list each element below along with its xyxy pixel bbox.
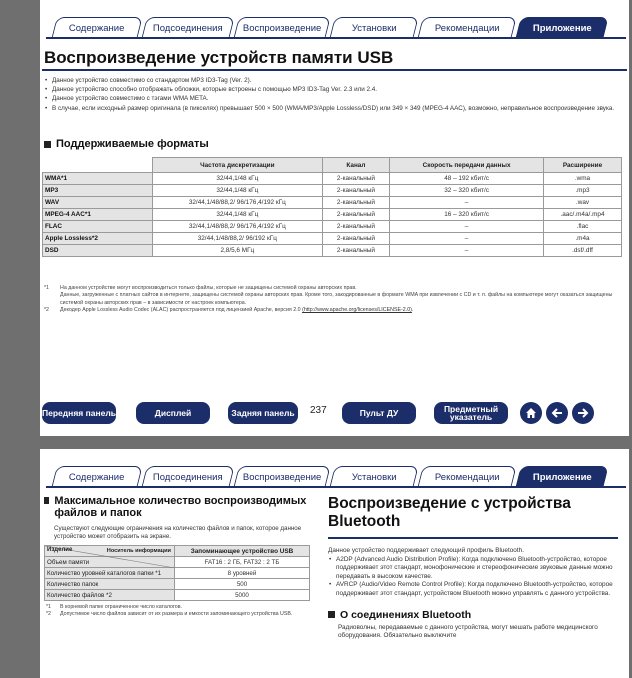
home-icon[interactable] — [520, 402, 542, 424]
channel-cell: 2-канальный — [322, 185, 390, 197]
list-item: • A2DP (Advanced Audio Distribution Profile): Когда подключено Bluetooth-устройство, которое поддерживает этот стандарт, монофонические и стереофонические звуковые данные можно передавать в высоком качестве. — [328, 556, 618, 582]
table-row — [43, 197, 622, 209]
rear-panel-button[interactable]: Задняя панель — [228, 402, 298, 424]
limit-label-cell: Количество файлов *2 — [45, 590, 175, 601]
manual-page-237 — [40, 0, 629, 436]
forward-arrow-icon[interactable] — [572, 402, 594, 424]
back-arrow-icon[interactable] — [546, 402, 568, 424]
formats-heading: Поддерживаемые форматы — [44, 138, 209, 150]
tab-appendix[interactable]: Приложение — [515, 17, 608, 39]
max-files-heading: Максимальное количество воспроизводимых файлов и папок — [44, 495, 314, 519]
right-column — [328, 495, 618, 641]
extension-cell: .flac — [543, 221, 621, 233]
limits-table — [44, 545, 310, 601]
tab-connections[interactable]: Подсоединения — [141, 466, 234, 488]
col-header-usb: Запоминающее устройство USB — [175, 546, 310, 557]
tab-tips[interactable]: Рекомендации — [417, 466, 516, 488]
table-row — [45, 579, 310, 590]
footnote: *2 Допустимое число файлов зависит от их размера и емкости запоминающего устройства USB. — [46, 611, 293, 617]
limit-label-cell: Количество уровней каталогов папки *1 — [45, 568, 175, 579]
usb-notes-list — [44, 76, 622, 113]
limit-value-cell: 5000 — [175, 590, 310, 601]
format-name-cell: WMA*1 — [43, 173, 153, 185]
tab-settings[interactable]: Установки — [329, 466, 418, 488]
col-header-sample-rate: Частота дискретизации — [153, 158, 323, 173]
extension-cell: .mp3 — [543, 185, 621, 197]
page-title: Воспроизведение устройств памяти USB — [44, 48, 394, 67]
channel-cell: 2-канальный — [322, 173, 390, 185]
limit-value-cell: FAT16 : 2 ГБ, FAT32 : 2 ТБ — [175, 557, 310, 568]
table-header-row — [45, 546, 310, 557]
table-header-row — [43, 158, 622, 173]
bitrate-cell: 32 – 320 кбит/с — [390, 185, 544, 197]
list-item: • AVRCP (Audio/Video Remote Control Profile): Когда подключено Bluetooth-устройство, которое поддерживает этот стандарт, устройством Bluetooth можно управлять с данного устройства. — [328, 581, 618, 598]
page-number: 237 — [310, 405, 327, 416]
format-name-cell: DSD — [43, 245, 153, 257]
bitrate-cell: 48 – 192 кбит/с — [390, 173, 544, 185]
bluetooth-description: Данное устройство поддерживает следующий профиль Bluetooth. — [328, 547, 524, 554]
max-files-description: Существуют следующие ограничения на количество файлов и папок, которое данное устройство может отобразить на экране. — [54, 525, 302, 540]
index-button[interactable]: Предметный указатель — [434, 402, 508, 424]
format-name-cell: WAV — [43, 197, 153, 209]
format-footnotes — [44, 285, 622, 315]
format-name-cell: MP3 — [43, 185, 153, 197]
sample-rate-cell: 2,8/5,6 МГц — [153, 245, 323, 257]
sample-rate-cell: 32/44,1/48 кГц — [153, 209, 323, 221]
table-row — [45, 568, 310, 579]
sample-rate-cell: 32/44,1/48 кГц — [153, 173, 323, 185]
table-row — [43, 185, 622, 197]
bitrate-cell: 16 – 320 кбит/с — [390, 209, 544, 221]
limits-footnotes — [44, 604, 314, 618]
footnote: *2 Декодер Apple Lossless Audio Codec (ALAC) распространяется под лицензией Apache, версия 2.0 (http://www.apache.org/licenses/LICENSE-2.0). — [44, 307, 414, 314]
diagonal-header-cell — [45, 546, 175, 557]
channel-cell: 2-канальный — [322, 233, 390, 245]
bitrate-cell: – — [390, 233, 544, 245]
tab-contents[interactable]: Содержание — [51, 17, 142, 39]
extension-cell: .dsf/.dff — [543, 245, 621, 257]
footnote: *1 На данном устройстве могут воспроизводиться только файлы, которые не защищены системой охраны авторских прав. — [44, 285, 357, 291]
bitrate-cell: – — [390, 197, 544, 209]
bluetooth-connections-text: Радиоволны, передаваемые с данного устройства, могут мешать работе медицинского оборудования. Обязательно выключите — [338, 623, 598, 640]
table-row — [43, 209, 622, 221]
sample-rate-cell: 32/44,1/48/88,2/ 96/176,4/192 кГц — [153, 197, 323, 209]
apache-license-link[interactable]: (http://www.apache.org/licenses/LICENSE-2.0) — [302, 307, 412, 314]
item-label: Изделие — [47, 547, 73, 553]
media-label: Носитель информации — [106, 548, 171, 554]
table-row — [45, 590, 310, 601]
bluetooth-profiles-list — [328, 556, 618, 599]
limit-value-cell: 500 — [175, 579, 310, 590]
section-tabs — [46, 466, 626, 488]
tab-playback[interactable]: Воспроизведение — [233, 466, 330, 488]
channel-cell: 2-канальный — [322, 221, 390, 233]
bitrate-cell: – — [390, 245, 544, 257]
bluetooth-connections-heading: О соединениях Bluetooth — [328, 609, 618, 621]
list-item: • Данное устройство способно отображать обложки, которые встроены с помощью MP3 ID3-Tag Ver. 2.3 или 2.4. — [44, 85, 622, 94]
table-row — [43, 221, 622, 233]
col-header-channel: Канал — [322, 158, 390, 173]
sample-rate-cell: 32/44,1/48 кГц — [153, 185, 323, 197]
title-underline — [328, 537, 618, 539]
tab-settings[interactable]: Установки — [329, 17, 418, 39]
tab-contents[interactable]: Содержание — [51, 466, 142, 488]
limit-label-cell: Объем памяти — [45, 557, 175, 568]
format-name-cell: MPEG-4 AAC*1 — [43, 209, 153, 221]
list-item: • Данное устройство совместимо с тэгами WMA META. — [44, 94, 622, 103]
formats-table — [42, 157, 622, 257]
left-column — [44, 495, 314, 618]
section-tabs — [46, 17, 626, 39]
channel-cell: 2-канальный — [322, 197, 390, 209]
extension-cell: .m4a — [543, 233, 621, 245]
col-header-bitrate: Скорость передачи данных — [390, 158, 544, 173]
channel-cell: 2-канальный — [322, 245, 390, 257]
sample-rate-cell: 32/44,1/48/88,2/ 96/192 кГц — [153, 233, 323, 245]
table-header-blank — [43, 158, 153, 173]
col-header-extension: Расширение — [543, 158, 621, 173]
extension-cell: .wma — [543, 173, 621, 185]
table-row — [43, 245, 622, 257]
tab-playback[interactable]: Воспроизведение — [233, 17, 330, 39]
footnote: Данные, загруженные с платных сайтов в интернете, защищены системой охраны авторских прав. Кроме того, закодированные в формате WMA при извлечении с CD и т. п. файлы на компьютере могут оказаться защищены системой охраны авторских прав – в зависимости от настроек компьютера. — [60, 292, 613, 306]
table-row — [43, 173, 622, 185]
footnote: *1 В корневой папке ограниченное число каталогов. — [46, 604, 182, 610]
bluetooth-title: Воспроизведение с устройства Bluetooth — [328, 495, 571, 530]
front-panel-button[interactable]: Передняя панель — [42, 402, 116, 424]
format-name-cell: FLAC — [43, 221, 153, 233]
list-item: • Данное устройство совместимо со стандартом MP3 ID3-Tag (Ver. 2). — [44, 76, 622, 85]
sample-rate-cell: 32/44,1/48/88,2/ 96/176,4/192 кГц — [153, 221, 323, 233]
title-underline — [42, 69, 627, 71]
format-name-cell: Apple Lossless*2 — [43, 233, 153, 245]
tab-appendix[interactable]: Приложение — [515, 466, 608, 488]
tab-connections[interactable]: Подсоединения — [141, 17, 234, 39]
limit-label-cell: Количество папок — [45, 579, 175, 590]
manual-page-238 — [40, 449, 629, 678]
table-row — [43, 233, 622, 245]
limit-value-cell: 8 уровней — [175, 568, 310, 579]
extension-cell: .aac/.m4a/.mp4 — [543, 209, 621, 221]
extension-cell: .wav — [543, 197, 621, 209]
bitrate-cell: – — [390, 221, 544, 233]
channel-cell: 2-канальный — [322, 209, 390, 221]
tab-tips[interactable]: Рекомендации — [417, 17, 516, 39]
remote-button[interactable]: Пульт ДУ — [342, 402, 416, 424]
display-button[interactable]: Дисплей — [136, 402, 210, 424]
list-item: • В случае, если исходный размер оригинала (в пикселях) превышает 500 × 500 (WMA/MP3/Apple Lossless/DSD) или 349 × 349 (MPEG-4 AAC), возможно, неправильное воспроизведение звука. — [44, 104, 622, 113]
